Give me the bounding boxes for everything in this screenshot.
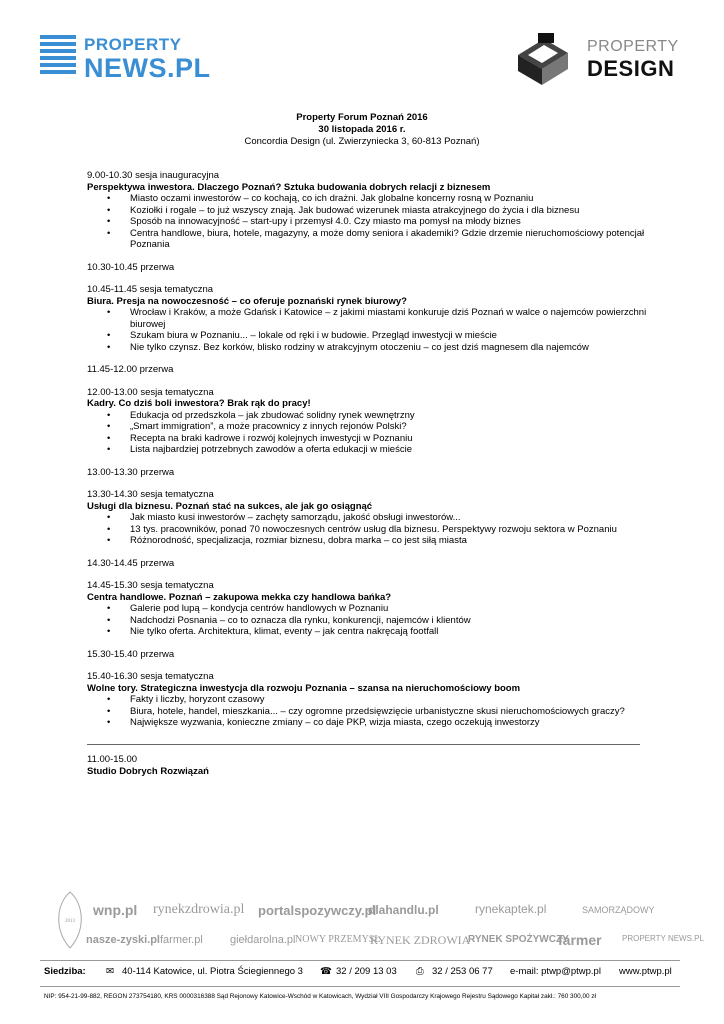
- session-topics: [87, 694, 657, 729]
- logo-right-line2: DESIGN: [587, 56, 675, 81]
- topic-item: [107, 307, 657, 330]
- award-seal-icon: [52, 890, 88, 950]
- session-topics: [87, 307, 657, 353]
- divider: [87, 744, 640, 745]
- topic-item: [107, 535, 657, 547]
- bullet-icon: •: [107, 193, 111, 204]
- topic-text: Największe wyzwania, konieczne zmiany – co daje PKP, wizja miasta, czego oczekują inwestorzy: [130, 717, 540, 728]
- topic-item: [107, 626, 657, 638]
- partner-logo: RYNEK ZDROWIA: [370, 933, 471, 947]
- bullet-icon: •: [107, 409, 111, 421]
- logo-left-line2: NEWS.PL: [84, 53, 211, 83]
- agenda-session: [87, 671, 657, 729]
- topic-text: Nie tylko czynsz. Bez korków, blisko rodziny w atrakcyjnym otoczeniu – co jest dziś magnesem dla najemców: [130, 341, 589, 353]
- footer-phone: 32 / 209 13 03: [336, 966, 397, 977]
- session-topics: [87, 410, 657, 456]
- partner-logo: nasze-zyski.pl: [86, 934, 160, 946]
- break-time: 13.00-13.30 przerwa: [87, 466, 175, 478]
- topic-item: [107, 694, 657, 706]
- topic-text: Sposób na innowacyjność – start-upy i przemysł 4.0. Czy miasto ma pomysł na młody biznes: [130, 216, 521, 227]
- topic-item: [107, 409, 657, 422]
- bullet-icon: •: [107, 717, 111, 728]
- topic-item: [107, 432, 657, 445]
- topic-text: Centra handlowe, biura, hotele, magazyny, a może domy seniora i akademiki? Gdzie drzemie nieruchomościowy potencjał Poznania: [130, 227, 645, 250]
- bullet-icon: •: [107, 626, 111, 637]
- partner-logo: farmer.pl: [160, 934, 203, 946]
- agenda-session: [87, 489, 657, 547]
- topic-text: Galerie pod lupą – kondycja centrów handlowych w Poznaniu: [130, 603, 389, 614]
- property-design-mark-icon: [510, 33, 580, 88]
- footer-divider-2: [40, 986, 680, 987]
- bullet-icon: •: [107, 330, 111, 341]
- session-time: 9.00-10.30 sesja inauguracyjna: [87, 170, 220, 181]
- bullet-icon: •: [107, 444, 111, 455]
- property-news-logo: [40, 33, 220, 83]
- topic-text: Biura, hotele, handel, mieszkania... – czy ogromne przedsięwzięcie urbanistyczne skusi nieruchomościowych graczy?: [130, 705, 625, 717]
- agenda-session: [87, 284, 657, 353]
- property-design-logo: [510, 33, 679, 88]
- topic-text: Koziołki i rogale – to już wszyscy znają. Jak budować wizerunek miasta atrakcyjnego do życia i dla biznesu: [130, 204, 580, 216]
- topic-item: [107, 193, 657, 205]
- logo-left-line1: PROPERTY: [84, 35, 182, 54]
- topic-text: 13 tys. pracowników, ponad 70 nowoczesnych centrów usług dla biznesu. Perspektywy rozwoju sektora w Poznaniu: [130, 523, 617, 535]
- session-topics: [87, 603, 657, 638]
- event-venue: Concordia Design (ul. Zwierzyniecka 3, 60-813 Poznań): [244, 136, 480, 147]
- break-time: 10.30-10.45 przerwa: [87, 261, 175, 273]
- topic-item: [107, 330, 657, 342]
- logo-right-line1: PROPERTY: [587, 38, 679, 55]
- topic-item: [107, 717, 657, 729]
- partner-logo: rynekaptek.pl: [475, 902, 547, 916]
- topic-text: Edukacja od przedszkola – jak zbudować solidny rynek wewnętrzny: [130, 409, 415, 421]
- session-heading: Centra handlowe. Poznań – zakupowa mekka czy handlowa bańka?: [87, 591, 392, 603]
- bullet-icon: •: [107, 307, 111, 318]
- footer-divider: [40, 960, 680, 961]
- bullet-icon: •: [107, 341, 111, 353]
- partner-logo: dlahandlu.pl: [368, 903, 439, 917]
- partner-logo: PROPERTY NEWS.PL: [622, 934, 704, 943]
- topic-item: [107, 523, 657, 536]
- topic-item: [107, 614, 657, 627]
- bullet-icon: •: [107, 421, 111, 432]
- partner-logo: SAMORZĄDOWY: [582, 905, 655, 915]
- agenda-session: [87, 387, 657, 456]
- session-heading: Wolne tory. Strategiczna inwestycja dla rozwoju Poznania – szansa na nieruchomościowy boom: [87, 682, 521, 694]
- bullet-icon: •: [107, 523, 111, 535]
- session-time: 12.00-13.00 sesja tematyczna: [87, 386, 214, 398]
- agenda: [87, 170, 657, 740]
- bullet-icon: •: [107, 432, 111, 444]
- partner-logo: portalspozywczy.pl: [258, 903, 377, 918]
- topic-text: Szukam biura w Poznaniu... – lokale od ręki i w budowie. Przegląd inwestycji w mieście: [130, 330, 497, 341]
- event-title-block: [0, 112, 724, 148]
- partner-logo: farmer: [558, 932, 602, 948]
- session-heading: Kadry. Co dziś boli inwestora? Brak rąk do pracy!: [87, 398, 311, 409]
- partner-logo: NOWY PRZEMYSŁ: [295, 934, 381, 945]
- mail-icon: ✉: [106, 966, 114, 977]
- footer-fax: 32 / 253 06 77: [432, 966, 493, 977]
- topic-item: [107, 705, 657, 718]
- topic-item: [107, 227, 657, 251]
- bullet-icon: •: [107, 227, 111, 239]
- topic-item: [107, 421, 657, 433]
- bullet-icon: •: [107, 614, 111, 626]
- footer-address: 40-114 Katowice, ul. Piotra Ściegiennego 3: [122, 966, 303, 977]
- studio-name: Studio Dobrych Rozwiązań: [87, 765, 209, 777]
- break-time: 14.30-14.45 przerwa: [87, 557, 175, 569]
- partner-logo: wnp.pl: [93, 902, 138, 918]
- topic-text: Wrocław i Kraków, a może Gdańsk i Katowice – z jakimi miastami konkuruje dziś Poznań w walce o najemców powierzchni biurowej: [130, 307, 647, 330]
- topic-item: [107, 444, 657, 456]
- bullet-icon: •: [107, 216, 111, 227]
- session-time: 13.30-14.30 sesja tematyczna: [87, 489, 214, 500]
- topic-item: [107, 512, 657, 524]
- session-time: 10.45-11.45 sesja tematyczna: [87, 284, 214, 295]
- logo-bars-icon: [40, 35, 76, 79]
- footer-legal: NIP: 954-21-99-882, REGON 273754180, KRS 0000316388 Sąd Rejonowy Katowice-Wschód w Katowicach, Wydział VIII Gospodarczy Krajowego Rejestru Sądowego Kapitał zakł.: 760 300,00 zł: [44, 993, 596, 1000]
- footer-contact: [44, 966, 684, 982]
- partner-logo: giełdarolna.pl: [230, 934, 296, 946]
- topic-item: [107, 603, 657, 615]
- topic-text: Recepta na braki kadrowe i rozwój kolejnych inwestycji w Poznaniu: [130, 432, 413, 444]
- footer-label: Siedziba:: [44, 966, 86, 977]
- topic-text: Jak miasto kusi inwestorów – zachęty samorządu, jakość obsługi inwestorów...: [130, 512, 461, 523]
- event-date: 30 listopada 2016 r.: [318, 124, 406, 135]
- session-heading: Biura. Presja na nowoczesność – co oferuje poznański rynek biurowy?: [87, 295, 407, 307]
- topic-text: Nadchodzi Posnania – co to oznacza dla rynku, konkurencji, najemców i klientów: [130, 614, 471, 626]
- session-time: 14.45-15.30 sesja tematyczna: [87, 580, 214, 591]
- break-time: 11.45-12.00 przerwa: [87, 364, 174, 375]
- bullet-icon: •: [107, 512, 111, 523]
- partner-logos: [50, 888, 704, 958]
- studio-block: [87, 754, 209, 777]
- bullet-icon: •: [107, 694, 111, 705]
- topic-text: Fakty i liczby, horyzont czasowy: [130, 694, 265, 705]
- event-title: Property Forum Poznań 2016: [296, 112, 428, 123]
- bullet-icon: •: [107, 535, 111, 546]
- footer-email[interactable]: e-mail: ptwp@ptwp.pl: [510, 966, 601, 977]
- session-topics: [87, 512, 657, 547]
- break-time: 15.30-15.40 przerwa: [87, 648, 175, 660]
- bullet-icon: •: [107, 204, 111, 216]
- agenda-session: [87, 580, 657, 638]
- topic-text: „Smart immigration”, a może pracownicy z innych rejonów Polski?: [130, 421, 407, 432]
- topic-text: Nie tylko oferta. Architektura, klimat, eventy – jak centra nakręcają footfall: [130, 626, 439, 637]
- topic-text: Lista najbardziej potrzebnych zawodów a oferta edukacji w mieście: [130, 444, 412, 455]
- partner-logo: RYNEK SPOŻYWCZY: [468, 934, 569, 945]
- footer-website[interactable]: www.ptwp.pl: [619, 966, 672, 977]
- topic-item: [107, 341, 657, 354]
- svg-text:2013: 2013: [65, 919, 75, 924]
- bullet-icon: •: [107, 603, 111, 614]
- session-topics: [87, 193, 657, 251]
- bullet-icon: •: [107, 705, 111, 717]
- session-time: 15.40-16.30 sesja tematyczna: [87, 671, 214, 682]
- session-heading: Usługi dla biznesu. Poznań stać na sukces, ale jak go osiągnąć: [87, 500, 373, 512]
- session-heading: Perspektywa inwestora. Dlaczego Poznań? Sztuka budowania dobrych relacji z biznesem: [87, 181, 491, 193]
- topic-item: [107, 216, 657, 228]
- fax-icon: ⎙: [416, 966, 424, 977]
- phone-icon: ☎: [320, 966, 332, 977]
- topic-text: Miasto oczami inwestorów – co kochają, co ich drażni. Jak globalne koncerny rosną w Poznaniu: [130, 193, 534, 204]
- partner-logo: rynekzdrowia.pl: [153, 902, 245, 917]
- agenda-session: [87, 170, 657, 251]
- studio-time: 11.00-15.00: [87, 754, 138, 765]
- topic-item: [107, 204, 657, 217]
- topic-text: Różnorodność, specjalizacja, rozmiar biznesu, dobra marka – co jest siłą miasta: [130, 535, 467, 546]
